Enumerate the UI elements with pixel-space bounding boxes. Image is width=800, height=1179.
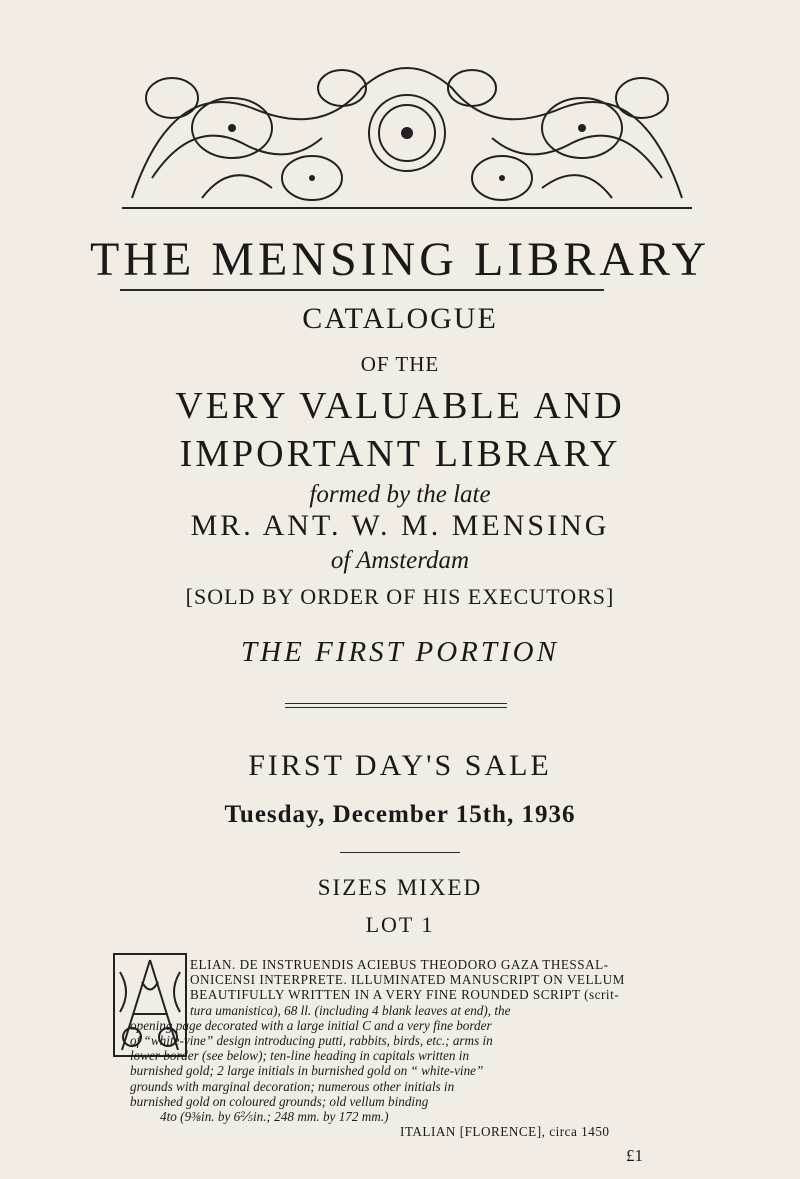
description-line: ONICENSI INTERPRETE. ILLUMINATED MANUSCRIPT ON VELLUM: [190, 972, 625, 988]
description-line: grounds with marginal decoration; numerous other initials in: [130, 1078, 455, 1094]
lot-price: £1: [626, 1146, 643, 1165]
description-line: of “white-vine” design introducing putti, rabbits, birds, etc.; arms in: [130, 1033, 493, 1048]
description-line: BEAUTIFULLY WRITTEN IN A VERY FINE ROUNDED SCRIPT (scrit-: [190, 987, 620, 1003]
owner-location: of Amsterdam: [330, 547, 470, 574]
of-the-text: OF THE: [360, 352, 440, 376]
lot-number: LOT 1: [365, 912, 435, 937]
sale-heading: FIRST DAY'S SALE: [248, 749, 552, 782]
description-line: lower border (see below); ten-line heading in capitals written in: [130, 1048, 470, 1064]
library-title: THE MENSING LIBRARY: [89, 233, 710, 286]
description-line: ELIAN. DE INSTRUENDIS ACIEBUS THEODORO GAZA THESSAL-: [190, 957, 609, 972]
description-line: burnished gold; 2 large initials in burnished gold on “ white-vine”: [130, 1063, 484, 1079]
description-line: ITALIAN [FLORENCE], circa 1450: [400, 1124, 610, 1140]
description-line: opening page decorated with a large initial C and a very fine border: [130, 1017, 492, 1033]
heading-line-1: VERY VALUABLE AND: [175, 385, 625, 427]
sale-date: Tuesday, December 15th, 1936: [224, 801, 576, 828]
catalogue-heading: CATALOGUE: [302, 302, 498, 335]
sizes-heading: SIZES MIXED: [317, 875, 483, 900]
owner-name: MR. ANT. W. M. MENSING: [190, 509, 610, 542]
portion-heading: THE FIRST PORTION: [241, 636, 559, 668]
formed-by-text: formed by the late: [309, 481, 491, 508]
description-line: burnished gold on coloured grounds; old vellum binding: [130, 1093, 429, 1109]
executors-note: [SOLD BY ORDER OF HIS EXECUTORS]: [185, 584, 615, 609]
description-line: tura umanistica), 68 ll. (including 4 blank leaves at end), the: [190, 1002, 511, 1018]
description-line: 4to (9⅜in. by 6⅖in.; 248 mm. by 172 mm.): [160, 1109, 389, 1124]
heading-line-2: IMPORTANT LIBRARY: [179, 433, 621, 475]
